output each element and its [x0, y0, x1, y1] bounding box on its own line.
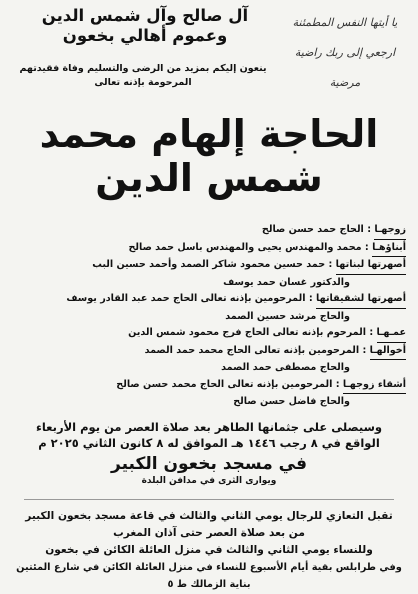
relative-names: : المرحومين بإذنه تعالى الحاج حمد عبد القادر يوسف — [66, 293, 313, 304]
relative-row-continued: والحاج فاضل حسن صالح — [233, 396, 350, 407]
relative-names: : المرحومين بإذنه تعالى الحاج محمد حسن صالح — [116, 378, 340, 390]
relative-row-continued: والحاج مصطفى حمد الصمد — [221, 362, 350, 373]
relative-row — [10, 325, 408, 343]
relative-row — [10, 377, 408, 395]
mosque-name: في مسجد بخعون الكبير — [111, 453, 307, 474]
condolence-women-1: وللنساء يومي الثاني والثالث في منزل العائلة الكائن في بخعون — [45, 543, 373, 556]
funeral-line-1: وسيصلى على جثمانها الطاهر بعد صلاة العصر من يوم الأربعاء — [35, 419, 383, 434]
relative-label: أبناؤهـا — [372, 240, 406, 258]
relative-label: أصهرتها لشقيقاتها — [316, 291, 406, 309]
relative-row — [10, 257, 408, 275]
relative-label: عمـهـا — [377, 325, 406, 343]
funeral-line-2: الواقع في ٨ رجب ١٤٤٦ هـ الموافق له ٨ كانون الثاني ٢٠٢٥ م — [38, 435, 380, 450]
funeral-details — [10, 419, 408, 451]
relatives-list — [10, 222, 408, 411]
quran-verse — [286, 8, 404, 98]
relative-row-continued: والدكتور غسان حمد يوسف — [223, 276, 350, 288]
relative-label: أصهرتها لبناتها — [336, 257, 406, 275]
divider — [24, 499, 394, 500]
relative-label: أخوالهـا — [370, 343, 406, 361]
deceased-name: الحاجة إلهام محمد شمس الدين — [39, 112, 379, 200]
relative-names: : المرحومين بإذنه تعالى الحاج محمد حمد الصمد — [144, 344, 367, 356]
condolence-men-1: تقبل التعازي للرجال يومي الثاني والثالث في قاعة مسجد بخعون الكبير — [25, 509, 393, 522]
verse-line-2: ارجعي إلى ربك راضية مرضية — [294, 46, 396, 89]
relative-names: : حمد حسين محمود شاكر الصمد وأحمد حسين البب — [92, 259, 333, 270]
relative-names: : محمد والمهندس يحيى والمهندس باسل حمد صالح — [128, 241, 369, 253]
relative-row — [10, 222, 408, 240]
families-heading: آل صالح وآل شمس الدين وعموم أهالي بخعون — [41, 6, 249, 45]
relative-row-continued: والحاج مرشد حسين الصمد — [225, 310, 350, 322]
condolence-men-2: من بعد صلاة العصر حتى آذان المغرب — [113, 526, 305, 539]
header — [10, 6, 408, 94]
relative-names: : الحاج حمد حسن صالح — [261, 224, 372, 235]
relative-row — [10, 240, 408, 258]
relative-names: : المرحوم بإذنه تعالى الحاج فرج محمود شمس الدين — [128, 327, 374, 338]
mourning-line: ينعون إليكم بمزيد من الرضى والتسليم وفاة فقيدتهم المرحومة بإذنه تعالى — [19, 63, 267, 88]
condolence-women-2: وفي طرابلس بقية أيام الأسبوع للنساء في منزل العائلة الكائن في شارع المئتين بناية الزمالك ط ٥ — [16, 561, 402, 590]
relative-row — [10, 291, 408, 309]
verse-line-1: يا أيتها النفس المطمئنة — [292, 16, 398, 29]
relative-label: زوجهـا — [374, 222, 406, 240]
relative-row — [10, 343, 408, 361]
burial-line: ويوارى الثرى في مدافن البلدة — [141, 475, 277, 486]
relative-label: أشقاء زوجهـا — [343, 377, 406, 395]
